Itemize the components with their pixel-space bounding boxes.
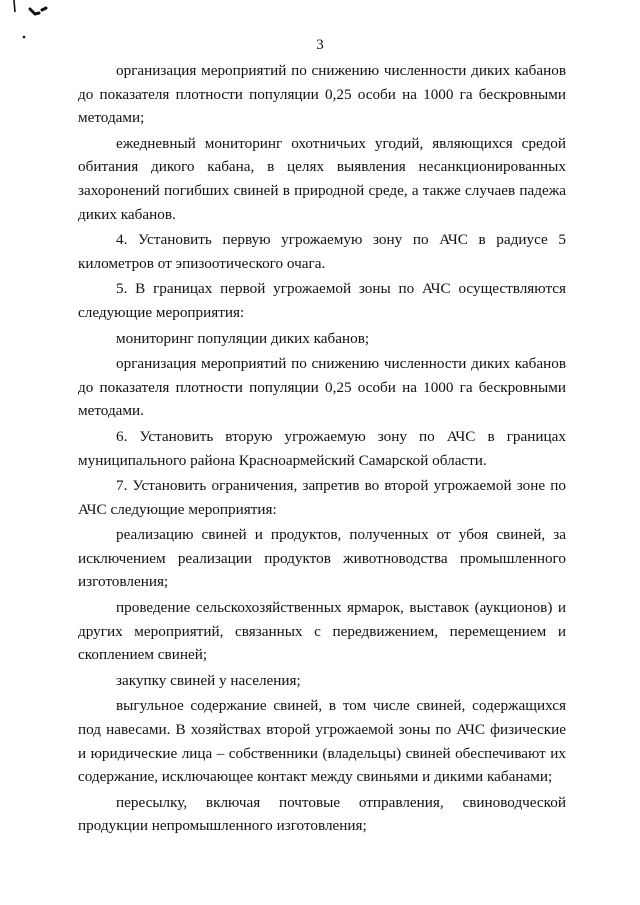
paragraph: организация мероприятий по снижению численности диких кабанов до показателя плотности популяции 0,25 особи на 1000 га бескровными методами. (78, 355, 566, 420)
paragraph: проведение сельскохозяйственных ярмарок, выставок (аукционов) и других мероприятий, связанных с передвижением, перемещением и скоплением свиней; (78, 599, 566, 664)
document-body (78, 59, 566, 838)
paragraph: мониторинг популяции диких кабанов; (116, 329, 370, 347)
paragraph: 6. Установить вторую угрожаемую зону по АЧС в границах муниципального района Красноармейский Самарской области. (78, 427, 566, 469)
paragraph: 5. В границах первой угрожаемой зоны по АЧС осуществляются следующие мероприятия: (78, 280, 566, 321)
paragraph: выгульное содержание свиней, в том числе свиней, содержащихся под навесами. В хозяйствах второй угрожаемой зоны по АЧС физические и юридические лица – собственники (владельцы) свиней обеспечивают их содержание, исключающее контакт между свиньями и дикими кабанами; (78, 697, 566, 786)
paragraph: пересылку, включая почтовые отправления, свиноводческой продукции непромышленного изготовления; (78, 793, 566, 835)
paragraph: 7. Установить ограничения, запретив во второй угрожаемой зоне по АЧС следующие мероприятия: (78, 477, 566, 518)
paragraph: закупку свиней у населения; (116, 671, 301, 689)
paragraph: ежедневный мониторинг охотничьих угодий, являющихся средой обитания дикого кабана, в целях выявления несанкционированных захоронений погибших свиней в природной среде, а также случаев падежа диких кабанов. (78, 134, 566, 223)
page-number: 3 (316, 37, 324, 53)
paragraph: 4. Установить первую угрожаемую зону по АЧС в радиусе 5 километров от эпизоотического очага. (78, 231, 566, 272)
paragraph: организация мероприятий по снижению численности диких кабанов до показателя плотности популяции 0,25 особи на 1000 га бескровными методами; (78, 62, 566, 127)
paragraph: реализацию свиней и продуктов, полученных от убоя свиней, за исключением реализации продуктов животноводства промышленного изготовления; (78, 526, 566, 591)
